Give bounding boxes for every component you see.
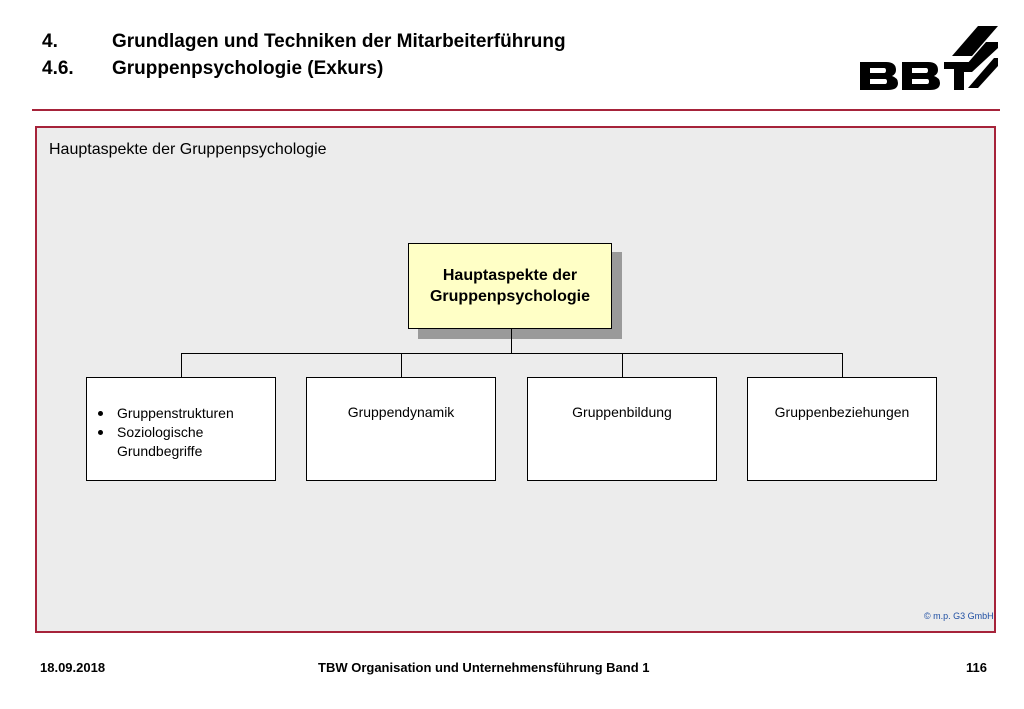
child-node-gruppenbildung [527, 377, 717, 481]
section-number: 4. [42, 31, 58, 52]
header-divider [32, 109, 1000, 111]
connector-child-4 [842, 353, 843, 377]
bbt-logo [856, 22, 1004, 94]
bbt-logo-graphic [856, 22, 1004, 94]
footer-title: TBW Organisation und Unternehmensführung Band 1 [318, 660, 650, 675]
subsection-number: 4.6. [42, 58, 74, 79]
panel-title: Hauptaspekte der Gruppenpsychologie [49, 141, 327, 158]
child-node-label: Gruppenbildung [572, 404, 672, 420]
connector-child-1 [181, 353, 182, 377]
footer-date: 18.09.2018 [40, 660, 106, 675]
child-node-gruppendynamik [306, 377, 496, 481]
footer-page-number: 116 [966, 660, 987, 675]
child-node-label: Gruppendynamik [347, 404, 455, 420]
subsection-title: Gruppenpsychologie (Exkurs) [112, 58, 384, 79]
root-node-label-line-2: Gruppenpsychologie [429, 288, 590, 305]
bullet-item: Gruppenstrukturen [95, 404, 275, 423]
bullet-list [95, 404, 275, 461]
connector-root-down [511, 329, 512, 354]
section-title: Grundlagen und Techniken der Mitarbeiterführung [112, 31, 566, 52]
child-node-label: Gruppenbeziehungen [774, 404, 910, 420]
connector-child-3 [622, 353, 623, 377]
child-node-gruppenstrukturen [86, 377, 276, 481]
root-node [408, 243, 612, 329]
bullet-item: Soziologische Grundbegriffe [95, 423, 275, 461]
copyright-note: © m.p. G3 GmbH [924, 611, 994, 621]
connector-horizontal [181, 353, 843, 354]
connector-child-2 [401, 353, 402, 377]
child-node-gruppenbeziehungen [747, 377, 937, 481]
root-node-label-line-1: Hauptaspekte der [442, 267, 578, 284]
